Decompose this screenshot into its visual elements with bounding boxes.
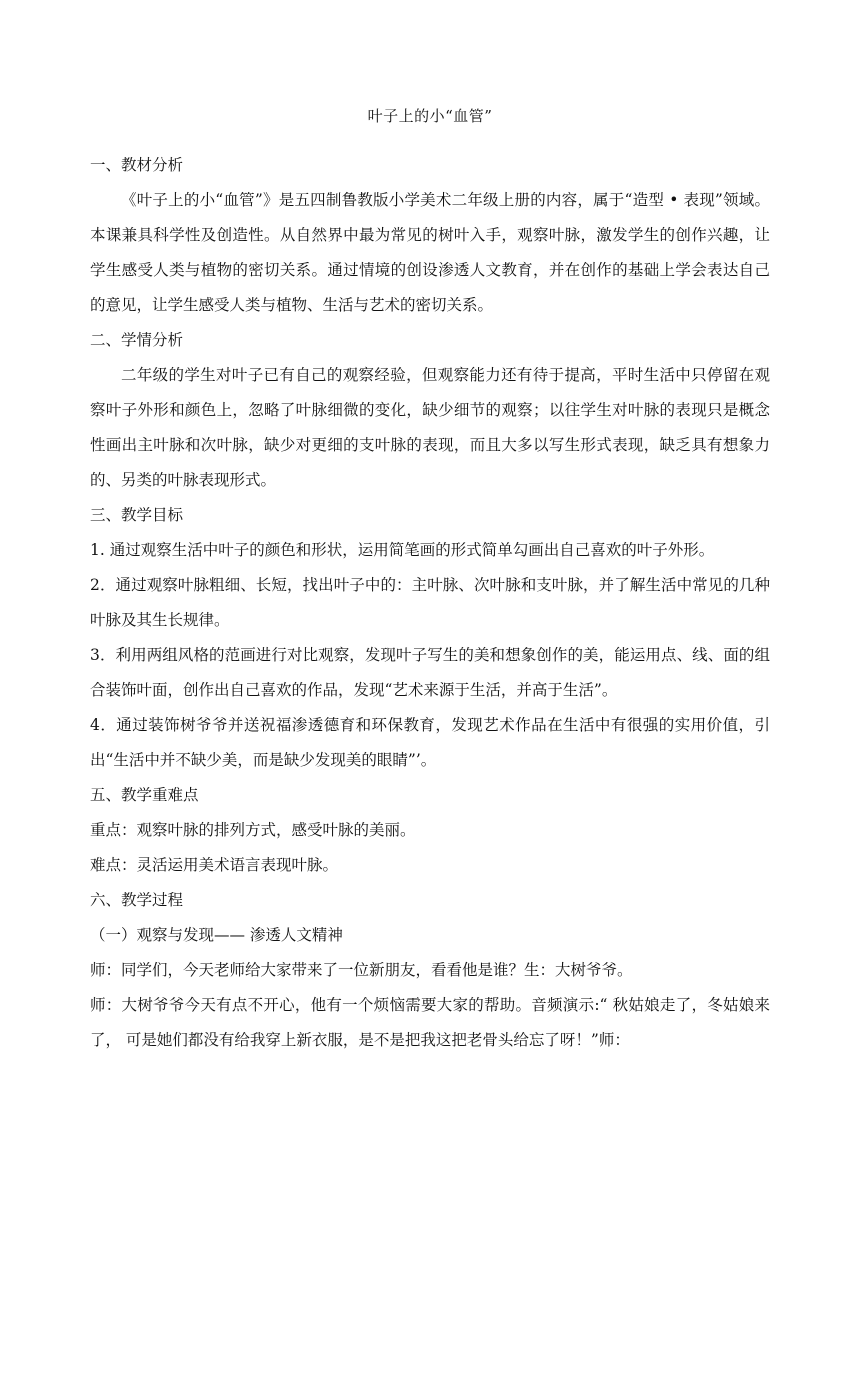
section-heading: 一、教材分析 bbox=[90, 156, 184, 174]
list-item: 2．通过观察叶脉粗细、长短，找出叶子中的：主叶脉、次叶脉和支叶脉，并了解生活中常见的几种叶脉及其生长规律。 bbox=[90, 576, 770, 629]
list-item: 师：大树爷爷今天有点不开心，他有一个烦恼需要大家的帮助。音频演示:“ 秋姑娘走了，冬姑娘来了， 可是她们都没有给我穿上新衣服，是不是把我这把老骨头给忘了呀！”师： bbox=[90, 996, 770, 1049]
section-heading: 二、学情分析 bbox=[90, 331, 184, 349]
section-paragraph: 《叶子上的小“血管”》是五四制鲁教版小学美术二年级上册的内容，属于“造型 • 表现”领域。本课兼具科学性及创造性。从自然界中最为常见的树叶入手，观察叶脉，激发学生的创作兴趣，让学生感受人类与植物的密切关系。通过情境的创设渗透人文教育，并在创作的基础上学会表达自己的意见，让学生感受人类与植物、生活与艺术的密切关系。 bbox=[90, 191, 770, 314]
list-item: 师：同学们，今天老师给大家带来了一位新朋友，看看他是谁？生：大树爷爷。 bbox=[90, 961, 633, 979]
section-paragraph: 二年级的学生对叶子已有自己的观察经验，但观察能力还有待于提高，平时生活中只停留在观察叶子外形和颜色上，忽略了叶脉细微的变化，缺少细节的观察；以往学生对叶脉的表现只是概念性画出主叶脉和次叶脉，缺少对更细的支叶脉的表现，而且大多以写生形式表现，缺乏具有想象力的、另类的叶脉表现形式。 bbox=[90, 366, 770, 489]
list-item: 难点：灵活运用美术语言表现叶脉。 bbox=[90, 856, 339, 874]
list-item: 重点：观察叶脉的排列方式，感受叶脉的美丽。 bbox=[90, 821, 416, 839]
document-body bbox=[90, 106, 770, 1058]
list-item: （一）观察与发现—— 渗透人文精神 bbox=[90, 926, 343, 944]
section-heading: 五、教学重难点 bbox=[90, 786, 199, 804]
section-heading: 六、教学过程 bbox=[90, 891, 184, 909]
list-item: 4．通过装饰树爷爷并送祝福渗透德育和环保教育，发现艺术作品在生活中有很强的实用价值，引出“生活中并不缺少美，而是缺少发现美的眼睛”’。 bbox=[90, 716, 770, 769]
list-item: 1. 通过观察生活中叶子的颜色和形状，运用简笔画的形式简单勾画出自己喜欢的叶子外形。 bbox=[90, 541, 715, 559]
section-heading: 三、教学目标 bbox=[90, 506, 184, 524]
list-item: 3．利用两组风格的范画进行对比观察，发现叶子写生的美和想象创作的美，能运用点、线、面的组合装饰叶面，创作出自己喜欢的作品，发现“艺术来源于生活，并高于生活”。 bbox=[90, 646, 770, 699]
document-title: 叶子上的小“血管” bbox=[367, 107, 493, 125]
